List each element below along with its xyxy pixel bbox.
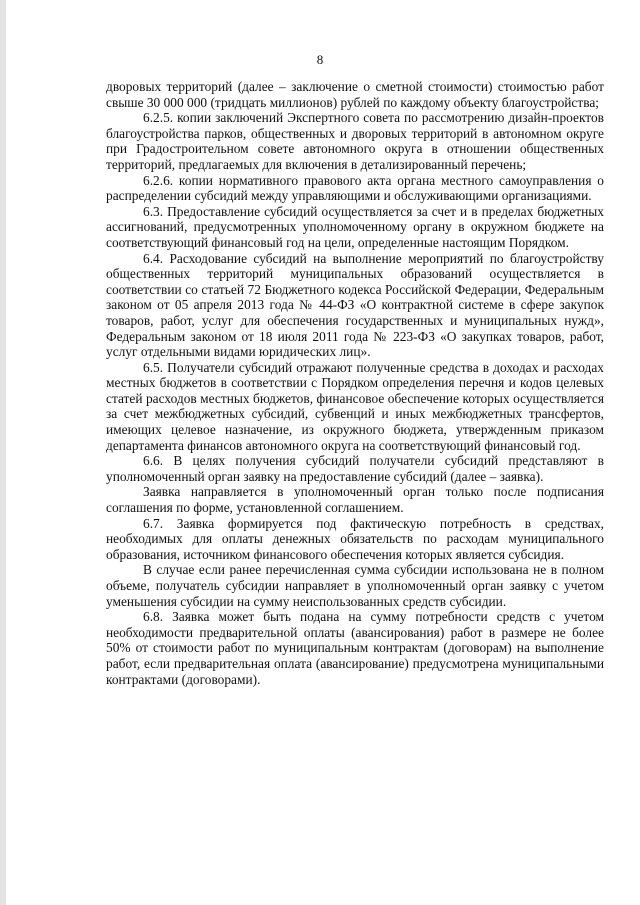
- paragraph-unused-subsidy: В случае если ранее перечисленная сумма субсидии использована не в полном объеме, получатель субсидии направляет в уполномоченный орган заявку с учетом уменьшения субсидии на сумму неиспользованных средств субсидии.: [106, 562, 604, 609]
- paragraph-6-2-6: 6.2.6. копии нормативного правового акта органа местного самоуправления о распределении субсидий между управляющими и обслуживающими организациями.: [106, 172, 604, 204]
- document-body: [106, 79, 604, 687]
- paragraph-continuation: дворовых территорий (далее – заключение о сметной стоимости) стоимостью работ свыше 30 000 000 (тридцать миллионов) рублей по каждому объекту благоустройства;: [106, 79, 604, 110]
- paragraph-6-3: 6.3. Предоставление субсидий осуществляется за счет и в пределах бюджетных ассигнований, предусмотренных уполномоченному органу в окружном бюджете на соответствующий финансовый год на цели, определенные настоящим Порядком.: [106, 203, 604, 250]
- page-number: 8: [316, 52, 324, 67]
- paragraph-6-8: 6.8. Заявка может быть подана на сумму потребности средств с учетом необходимости предварительной оплаты (авансирования) работ в размере не более 50% от стоимости работ по муниципальным контрактам (договорам) на выполнение работ, если предварительная оплата (авансирование) предусмотрена муниципальными контрактами (договорами).: [106, 609, 604, 687]
- paragraph-6-5: 6.5. Получатели субсидий отражают полученные средства в доходах и расходах местных бюджетов в соответствии с Порядком определения перечня и кодов целевых статей расходов местных бюджетов, финансовое обеспечение которых осуществляется за счет межбюджетных субсидий, субвенций и иных межбюджетных трансфертов, имеющих целевое назначение, из окружного бюджета, утвержденным приказом департамента финансов автономного округа на соответствующий финансовый год.: [106, 359, 604, 453]
- paragraph-6-7: 6.7. Заявка формируется под фактическую потребность в средствах, необходимых для оплаты денежных обязательств по расходам муниципального образования, источником финансового обеспечения которых является субсидия.: [106, 515, 604, 562]
- paragraph-6-2-5: 6.2.5. копии заключений Экспертного совета по рассмотрению дизайн-проектов благоустройства парков, общественных и дворовых территорий в автономном округе при Градостроительном совете автономного округа в отношении общественных территорий, предлагаемых для включения в детализированный перечень;: [106, 110, 604, 172]
- paragraph-6-4: 6.4. Расходование субсидий на выполнение мероприятий по благоустройству общественных территорий муниципальных образований осуществляется в соответствии со статьей 72 Бюджетного кодекса Российской Федерации, Федеральным законом от 05 апреля 2013 года № 44-ФЗ «О контрактной системе в сфере закупок товаров, работ, услуг для обеспечения государственных и муниципальных нужд», Федеральным законом от 18 июля 2011 года № 223-ФЗ «О закупках товаров, работ, услуг отдельными видами юридических лиц».: [106, 250, 604, 360]
- paragraph-application-sending: Заявка направляется в уполномоченный орган только после подписания соглашения по форме, установленной соглашением.: [106, 484, 604, 516]
- paragraph-6-6: 6.6. В целях получения субсидий получатели субсидий представляют в уполномоченный орган заявку на предоставление субсидий (далее – заявка).: [106, 453, 604, 484]
- page-edge-shadow: [0, 0, 6, 905]
